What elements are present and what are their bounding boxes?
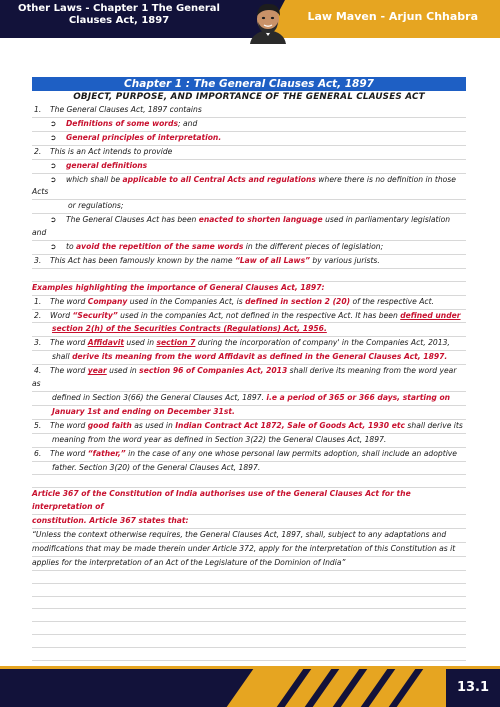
chapter-title: Chapter 1 : The General Clauses Act, 1897	[32, 77, 466, 91]
list-item: ➲ general definitions	[32, 160, 466, 174]
list-item: 2. Word “Security” used in the companies Act, not defined in the respective Act. It has been defined under	[32, 310, 466, 324]
header-doc-title: Other Laws - Chapter 1 The General Clauses Act, 1897	[17, 3, 220, 26]
list-item: ➲ to avoid the repetition of the same words in the different pieces of legislation;	[32, 241, 466, 255]
list-item: ➲ Definitions of some words; and	[32, 118, 466, 132]
ruled-line	[32, 584, 466, 597]
arrow-bullet-icon: ➲	[50, 160, 57, 170]
list-item-continued: father. Section 3(20) of the General Clauses Act, 1897.	[32, 462, 466, 476]
ruled-line	[32, 597, 466, 610]
article-quote: applies for the interpretation of an Act of the Legislature of the Dominion of India”	[32, 557, 466, 571]
list-item-continued: defined in Section 3(66) the General Clauses Act, 1897. i.e a period of 365 or 366 days, starting on	[32, 392, 466, 406]
arrow-bullet-icon: ➲	[50, 132, 57, 142]
ruled-line	[32, 648, 466, 661]
page-footer	[0, 669, 500, 707]
list-item: ➲ General principles of interpretation.	[32, 132, 466, 146]
list-item-continued: meaning from the word year as defined in Section 3(22) the General Clauses Act, 1897.	[32, 434, 466, 448]
ruled-line	[32, 622, 466, 635]
list-item: 5. The word good faith as used in Indian Contract Act 1872, Sale of Goods Act, 1930 etc shall derive its	[32, 420, 466, 434]
article-heading-cont: constitution. Article 367 states that:	[32, 515, 466, 529]
list-item: 1. The word Company used in the Companies Act, is defined in section 2 (20) of the respective Act.	[32, 296, 466, 310]
arrow-bullet-icon: ➲	[50, 174, 57, 184]
ruled-line	[32, 635, 466, 648]
ruled-line	[32, 571, 466, 584]
list-item-continued: section 2(h) of the Securities Contracts (Regulations) Act, 1956.	[32, 323, 466, 337]
list-item: ➲ which shall be applicable to all Central Acts and regulations where there is no definition in those Acts	[32, 174, 466, 201]
list-item-continued: or regulations;	[32, 200, 466, 214]
list-item-continued: shall derive its meaning from the word Affidavit as defined in the General Clauses Act, 1897.	[32, 351, 466, 365]
page-number: 13.1	[446, 669, 500, 707]
list-item: 3. The word Affidavit used in section 7 during the incorporation of company' in the Companies Act, 2013,	[32, 337, 466, 351]
article-quote: modifications that may be made therein under Article 372, apply for the interpretation of this Constitution as it	[32, 543, 466, 557]
author-avatar-icon	[247, 0, 289, 44]
arrow-bullet-icon: ➲	[50, 215, 57, 225]
list-item: 6. The word “father,” in the case of any one whose personal law permits adoption, shall include an adoptive	[32, 448, 466, 462]
list-item: 1. The General Clauses Act, 1897 contains	[32, 104, 466, 118]
list-item: 2. This is an Act intends to provide	[32, 146, 466, 160]
arrow-bullet-icon: ➲	[50, 118, 57, 128]
page-content	[32, 77, 466, 661]
list-item: 4. The word year used in section 96 of Companies Act, 2013 shall derive its meaning from the word year as	[32, 365, 466, 392]
arrow-bullet-icon: ➲	[50, 242, 57, 252]
article-heading: Article 367 of the Constitution of India authorises use of the General Clauses Act for the interpretation of	[32, 488, 466, 515]
list-item: 3. This Act has been famously known by the name “Law of all Laws” by various jurists.	[32, 255, 466, 269]
spacer	[32, 475, 466, 488]
examples-heading: Examples highlighting the importance of General Clauses Act, 1897:	[32, 282, 466, 296]
header-brand: Law Maven - Arjun Chhabra	[307, 10, 478, 23]
list-item-continued: January 1st and ending on December 31st.	[32, 406, 466, 420]
list-item: ➲ The General Clauses Act has been enacted to shorten language used in parliamentary legislation and	[32, 214, 466, 241]
article-quote: “Unless the context otherwise requires, the General Clauses Act, 1897, shall, subject to any adaptations and	[32, 529, 466, 543]
spacer	[32, 269, 466, 282]
chapter-subtitle: OBJECT, PURPOSE, AND IMPORTANCE OF THE GENERAL CLAUSES ACT	[73, 92, 425, 102]
ruled-line	[32, 609, 466, 622]
